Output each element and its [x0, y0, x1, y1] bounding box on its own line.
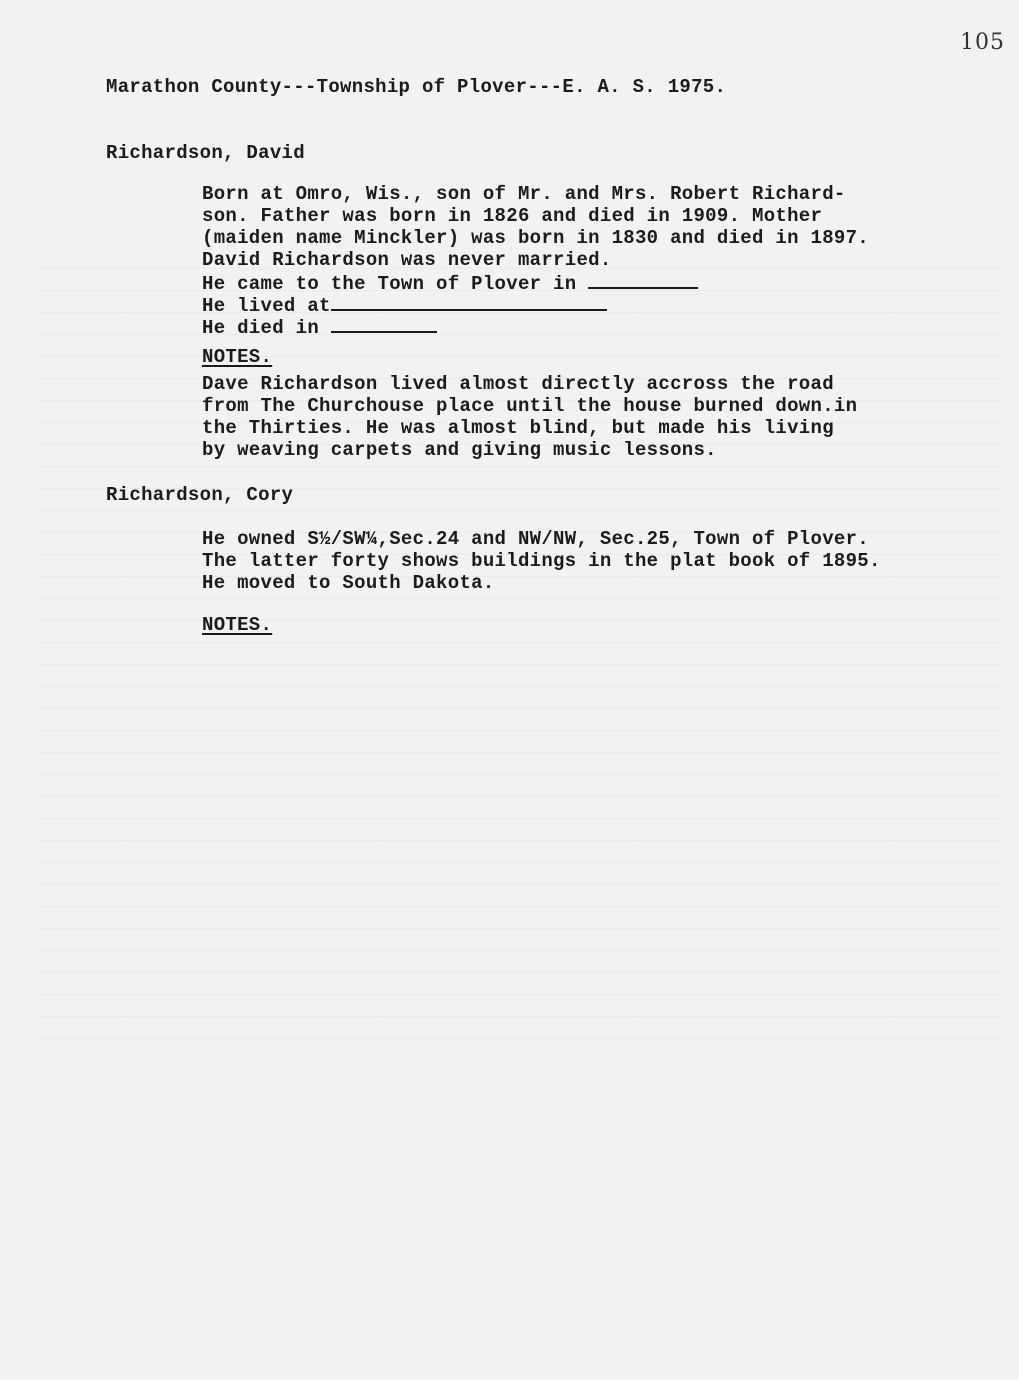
notes-heading: NOTES.	[202, 614, 273, 636]
died-in-label: He died in	[202, 317, 320, 339]
bio-line: He owned S½/SW¼,Sec.24 and NW/NW, Sec.25, Town of Plover.	[202, 528, 870, 550]
bio-line: He moved to South Dakota.	[202, 572, 495, 594]
bio-line: The latter forty shows buildings in the plat book of 1895.	[202, 550, 881, 572]
notes-heading: NOTES.	[202, 346, 273, 368]
died-in-blank	[331, 315, 437, 333]
came-to-town-label: He came to the Town of Plover in	[202, 273, 577, 295]
died-in-line	[202, 315, 437, 337]
entry-name-david: Richardson, David	[106, 142, 305, 164]
notes-line: by weaving carpets and giving music lessons.	[202, 439, 717, 461]
bio-line: (maiden name Minckler) was born in 1830 and died in 1897.	[202, 227, 870, 249]
notes-line: the Thirties. He was almost blind, but made his living	[202, 417, 834, 439]
came-to-town-blank	[588, 271, 698, 289]
notes-line: from The Churchouse place until the house burned down.in	[202, 395, 858, 417]
lived-at-line	[202, 293, 607, 315]
document-header: Marathon County---Township of Plover---E. A. S. 1975.	[106, 76, 727, 98]
bio-line: Born at Omro, Wis., son of Mr. and Mrs. Robert Richard-	[202, 183, 846, 205]
page-number: 105	[960, 30, 1005, 55]
lived-at-label: He lived at	[202, 295, 331, 317]
bleed-through-texture	[40, 250, 1000, 1050]
bio-line: David Richardson was never married.	[202, 249, 612, 271]
came-to-town-line	[202, 271, 698, 293]
bio-line: son. Father was born in 1826 and died in 1909. Mother	[202, 205, 823, 227]
notes-line: Dave Richardson lived almost directly accross the road	[202, 373, 834, 395]
entry-name-cory: Richardson, Cory	[106, 484, 294, 506]
lived-at-blank	[331, 293, 607, 311]
